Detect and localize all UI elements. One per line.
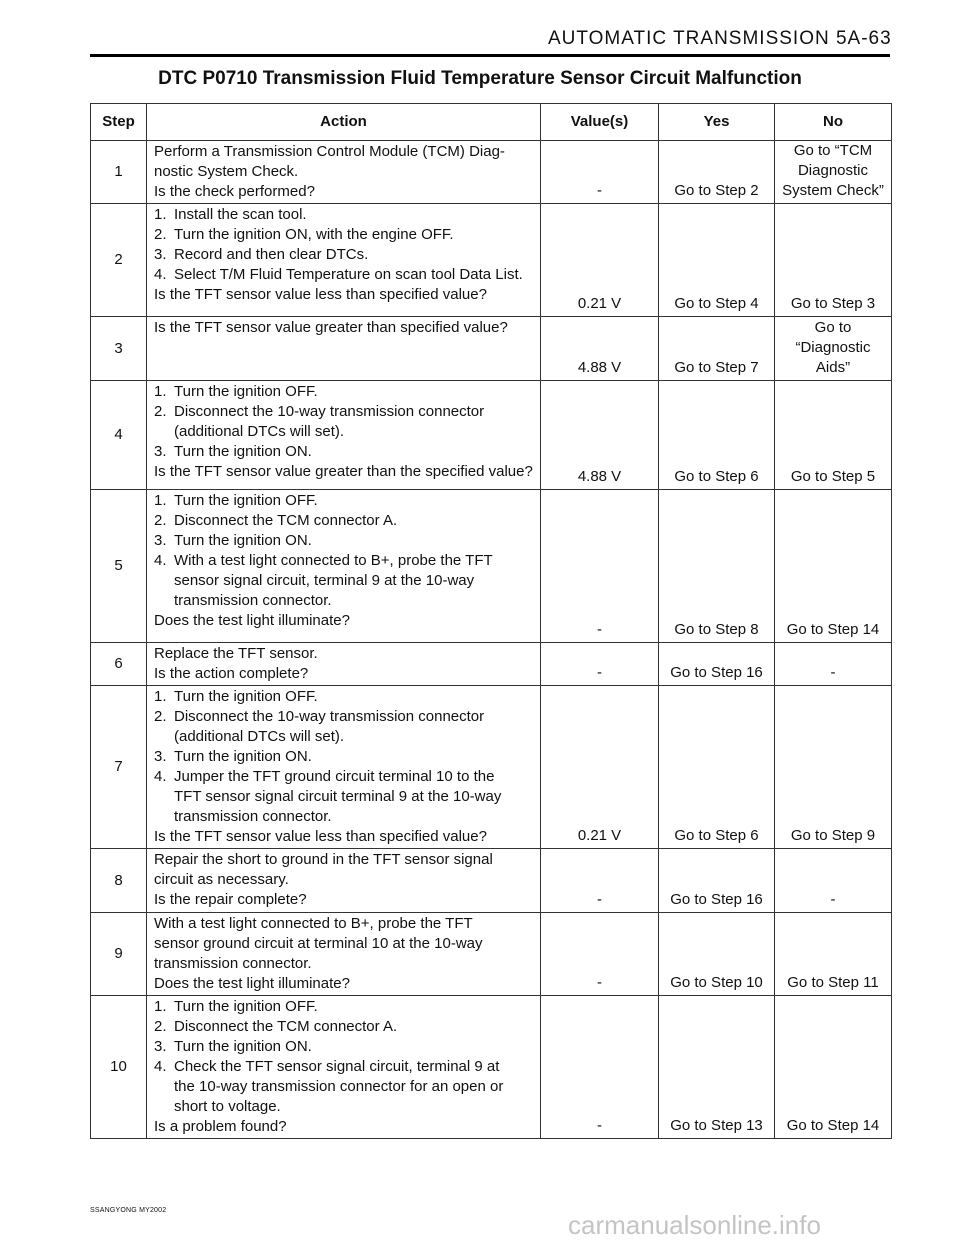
action-cell — [147, 849, 541, 913]
action-item-line: Record and then clear DTCs. — [174, 246, 369, 263]
action-question-line: With a test light connected to B+, probe the TFT — [154, 915, 473, 932]
action-item-line: Install the scan tool. — [174, 206, 307, 223]
action-item-number: 2. — [154, 403, 167, 420]
action-question-line: Is the TFT sensor value less than specified value? — [154, 828, 487, 845]
no-cell-line: Go to Step 5 — [790, 468, 876, 485]
page-title: DTC P0710 Transmission Fluid Temperature Sensor Circuit Malfunction — [158, 68, 802, 89]
action-item-line: Disconnect the TCM connector A. — [174, 512, 398, 529]
table-row — [91, 141, 892, 204]
action-item-number: 1. — [154, 492, 167, 509]
action-item — [154, 511, 534, 531]
action-item — [154, 1037, 534, 1057]
action-item-line: Turn the ignition OFF. — [174, 688, 318, 705]
table-body — [91, 141, 892, 1139]
action-item-number: 1. — [154, 206, 167, 223]
no-cell-line: Go to “TCM — [793, 142, 873, 159]
action-item-line: sensor signal circuit, terminal 9 at the 10-way — [174, 572, 475, 589]
action-item — [154, 265, 534, 285]
action-question-line: Does the test light illuminate? — [154, 612, 350, 629]
step-cell: 4 — [91, 381, 147, 490]
value-cell: - — [541, 141, 659, 204]
action-question-line: Repair the short to ground in the TFT sensor signal — [154, 851, 493, 868]
action-item-number: 2. — [154, 226, 167, 243]
column-header-step: Step — [91, 104, 147, 141]
action-item-number: 2. — [154, 708, 167, 725]
step-cell: 9 — [91, 913, 147, 996]
action-item-number: 4. — [154, 266, 167, 283]
action-item — [154, 225, 534, 245]
action-item-line: Disconnect the 10-way transmission connector — [174, 708, 485, 725]
yes-cell: Go to Step 8 — [659, 490, 775, 643]
no-cell — [775, 913, 892, 996]
action-item — [154, 205, 534, 225]
step-cell: 7 — [91, 686, 147, 849]
action-item-number: 3. — [154, 532, 167, 549]
table-row — [91, 317, 892, 381]
table-row — [91, 913, 892, 996]
action-item — [154, 707, 534, 747]
step-cell: 1 — [91, 141, 147, 204]
table-row — [91, 686, 892, 849]
action-item-number: 3. — [154, 1038, 167, 1055]
yes-cell: Go to Step 6 — [659, 381, 775, 490]
no-cell — [775, 317, 892, 381]
action-item — [154, 442, 534, 462]
action-cell — [147, 204, 541, 317]
yes-cell: Go to Step 4 — [659, 204, 775, 317]
action-item-line: (additional DTCs will set). — [174, 423, 345, 440]
action-question-line: Is the TFT sensor value less than specified value? — [154, 286, 487, 303]
action-cell — [147, 913, 541, 996]
step-cell: 6 — [91, 643, 147, 686]
header-rule — [90, 54, 890, 57]
action-item — [154, 402, 534, 442]
action-item — [154, 551, 534, 611]
value-cell: 0.21 V — [541, 204, 659, 317]
no-cell-line: Diagnostic — [797, 162, 869, 179]
yes-cell: Go to Step 6 — [659, 686, 775, 849]
action-cell — [147, 317, 541, 381]
action-item-line: Turn the ignition OFF. — [174, 492, 318, 509]
action-item-line: TFT sensor signal circuit terminal 9 at the 10-way — [174, 788, 502, 805]
action-item-line: Select T/M Fluid Temperature on scan tool Data List. — [174, 266, 523, 283]
action-item-line: (additional DTCs will set). — [174, 728, 345, 745]
action-cell — [147, 490, 541, 643]
column-header-values: Value(s) — [541, 104, 659, 141]
no-cell-line: Go to Step 3 — [790, 295, 876, 312]
column-header-yes: Yes — [659, 104, 775, 141]
action-item — [154, 491, 534, 511]
no-cell-line: Go to Step 9 — [790, 827, 876, 844]
no-cell-line: System Check” — [782, 182, 884, 199]
step-cell: 5 — [91, 490, 147, 643]
value-cell: 0.21 V — [541, 686, 659, 849]
action-question-line: Is a problem found? — [154, 1118, 287, 1135]
value-cell: - — [541, 849, 659, 913]
action-item-number: 2. — [154, 512, 167, 529]
no-cell — [775, 996, 892, 1139]
table-row — [91, 381, 892, 490]
yes-cell: Go to Step 7 — [659, 317, 775, 381]
action-question-line: Is the TFT sensor value greater than specified value? — [154, 319, 508, 336]
no-cell-line: “Diagnostic — [795, 339, 871, 356]
step-cell: 3 — [91, 317, 147, 381]
action-cell — [147, 381, 541, 490]
action-item-line: Disconnect the 10-way transmission connector — [174, 403, 485, 420]
action-question-line: Perform a Transmission Control Module (TCM) Diag- — [154, 143, 505, 160]
action-item — [154, 687, 534, 707]
yes-cell: Go to Step 16 — [659, 643, 775, 686]
action-item-number: 3. — [154, 246, 167, 263]
action-item-line: Turn the ignition OFF. — [174, 998, 318, 1015]
action-item-number: 4. — [154, 768, 167, 785]
yes-cell: Go to Step 10 — [659, 913, 775, 996]
action-item — [154, 997, 534, 1017]
table-row — [91, 204, 892, 317]
value-cell: - — [541, 643, 659, 686]
step-cell: 8 — [91, 849, 147, 913]
no-cell-line: Go to Step 14 — [786, 1117, 880, 1134]
no-cell — [775, 490, 892, 643]
action-question-line: Is the repair complete? — [154, 891, 307, 908]
no-cell-line: - — [830, 891, 836, 908]
value-cell: - — [541, 490, 659, 643]
action-item-line: Jumper the TFT ground circuit terminal 10 to the — [174, 768, 495, 785]
table-row — [91, 490, 892, 643]
action-question-line: transmission connector. — [154, 955, 312, 972]
no-cell-line: Go to — [814, 319, 852, 336]
action-cell — [147, 141, 541, 204]
action-cell — [147, 643, 541, 686]
action-item-number: 2. — [154, 1018, 167, 1035]
column-header-no: No — [775, 104, 892, 141]
action-question-line: Replace the TFT sensor. — [154, 645, 318, 662]
action-item — [154, 1057, 534, 1117]
action-item — [154, 531, 534, 551]
yes-cell: Go to Step 2 — [659, 141, 775, 204]
action-item-line: Turn the ignition ON, with the engine OFF. — [174, 226, 454, 243]
action-item-number: 3. — [154, 748, 167, 765]
action-item-line: the 10-way transmission connector for an open or — [174, 1078, 504, 1095]
action-item-number: 4. — [154, 552, 167, 569]
action-question-line: Does the test light illuminate? — [154, 975, 350, 992]
value-cell: - — [541, 996, 659, 1139]
action-question-line: nostic System Check. — [154, 163, 299, 180]
action-cell — [147, 686, 541, 849]
no-cell — [775, 141, 892, 204]
action-cell — [147, 996, 541, 1139]
yes-cell: Go to Step 16 — [659, 849, 775, 913]
action-item-line: Turn the ignition ON. — [174, 532, 312, 549]
value-cell: 4.88 V — [541, 317, 659, 381]
no-cell — [775, 686, 892, 849]
action-item-line: Turn the ignition OFF. — [174, 383, 318, 400]
column-header-action: Action — [147, 104, 541, 141]
no-cell-line: Aids” — [815, 359, 851, 376]
value-cell: 4.88 V — [541, 381, 659, 490]
action-item-line: With a test light connected to B+, probe the TFT — [174, 552, 493, 569]
yes-cell: Go to Step 13 — [659, 996, 775, 1139]
table-row — [91, 996, 892, 1139]
no-cell-line: Go to Step 14 — [786, 621, 880, 638]
action-item-line: Disconnect the TCM connector A. — [174, 1018, 398, 1035]
action-item — [154, 1017, 534, 1037]
action-item-line: Check the TFT sensor signal circuit, terminal 9 at — [174, 1058, 500, 1075]
action-item-number: 3. — [154, 443, 167, 460]
footer-model: SSANGYONG MY2002 — [90, 1207, 167, 1214]
no-cell — [775, 849, 892, 913]
action-item-line: transmission connector. — [174, 592, 332, 609]
diagnostic-table — [90, 103, 892, 1139]
action-item-number: 4. — [154, 1058, 167, 1075]
action-question-line: Is the TFT sensor value greater than the specified value? — [154, 463, 533, 480]
value-cell: - — [541, 913, 659, 996]
no-cell — [775, 643, 892, 686]
action-item-line: transmission connector. — [174, 808, 332, 825]
table-row — [91, 849, 892, 913]
page-header: AUTOMATIC TRANSMISSION 5A-63 — [548, 28, 892, 49]
action-item-line: short to voltage. — [174, 1098, 281, 1115]
no-cell — [775, 381, 892, 490]
action-question-line: circuit as necessary. — [154, 871, 289, 888]
action-item-number: 1. — [154, 383, 167, 400]
action-item-line: Turn the ignition ON. — [174, 1038, 312, 1055]
action-item-line: Turn the ignition ON. — [174, 748, 312, 765]
watermark: carmanualsonline.info — [568, 1210, 821, 1240]
action-item — [154, 245, 534, 265]
no-cell-line: Go to Step 11 — [787, 974, 879, 991]
step-cell: 10 — [91, 996, 147, 1139]
action-item — [154, 767, 534, 827]
action-item-number: 1. — [154, 998, 167, 1015]
action-question-line: Is the action complete? — [154, 665, 309, 682]
table-row — [91, 643, 892, 686]
action-item — [154, 747, 534, 767]
action-item-line: Turn the ignition ON. — [174, 443, 312, 460]
no-cell-line: - — [830, 664, 836, 681]
action-question-line: sensor ground circuit at terminal 10 at the 10-way — [154, 935, 483, 952]
action-question-line: Is the check performed? — [154, 183, 315, 200]
table-header-row — [91, 104, 892, 141]
action-item — [154, 382, 534, 402]
action-item-number: 1. — [154, 688, 167, 705]
no-cell — [775, 204, 892, 317]
step-cell: 2 — [91, 204, 147, 317]
